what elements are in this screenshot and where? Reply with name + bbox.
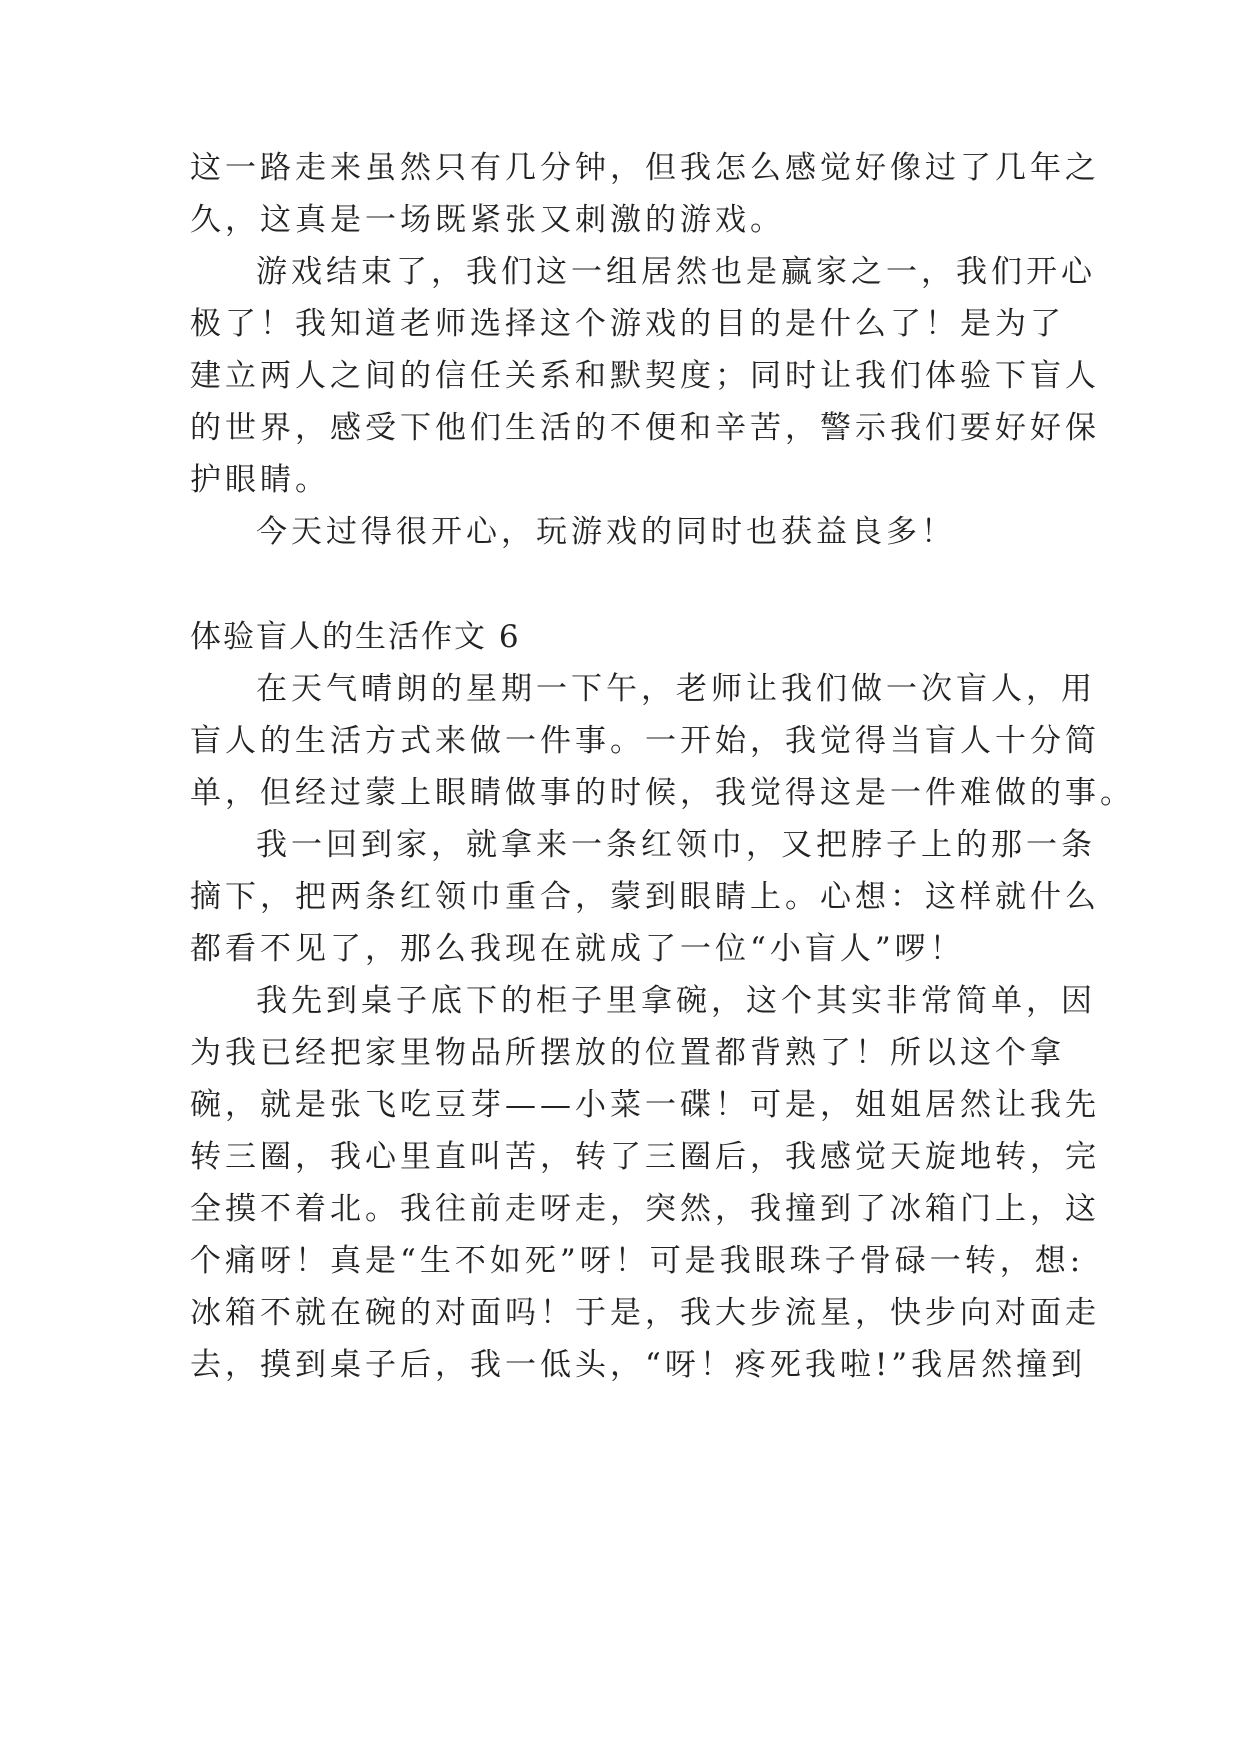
section-paragraph-3-line-3: 碗，就是张飞吃豆芽——小菜一碟！可是，姐姐居然让我先 — [190, 1087, 1100, 1123]
section-paragraph-3-line-8: 去，摸到桌子后，我一低头，“呀！疼死我啦!”我居然撞到 — [190, 1347, 1087, 1383]
section-title: 体验盲人的生活作文 6 — [190, 619, 521, 655]
section-paragraph-3-line-2: 为我已经把家里物品所摆放的位置都背熟了！所以这个拿 — [190, 1035, 1065, 1071]
section-paragraph-3-line-6: 个痛呀！真是“生不如死”呀！可是我眼珠子骨碌一转，想: — [190, 1243, 1085, 1279]
section-paragraph-3-line-7: 冰箱不就在碗的对面吗！于是，我大步流星，快步向对面走 — [190, 1295, 1100, 1331]
paragraph-3-line-1: 今天过得很开心，玩游戏的同时也获益良多！ — [256, 514, 956, 550]
section-paragraph-3-line-5: 全摸不着北。我往前走呀走，突然，我撞到了冰箱门上，这 — [190, 1191, 1100, 1227]
paragraph-2-line-1: 游戏结束了，我们这一组居然也是赢家之一，我们开心 — [256, 254, 1096, 290]
paragraph-1-line-2: 久，这真是一场既紧张又刺激的游戏。 — [190, 202, 785, 238]
section-paragraph-2-line-1: 我一回到家，就拿来一条红领巾，又把脖子上的那一条 — [256, 827, 1096, 863]
paragraph-2-line-4: 的世界，感受下他们生活的不便和辛苦，警示我们要好好保 — [190, 410, 1100, 446]
section-paragraph-3-line-4: 转三圈，我心里直叫苦，转了三圈后，我感觉天旋地转，完 — [190, 1139, 1100, 1175]
section-paragraph-1-line-3: 单，但经过蒙上眼睛做事的时候，我觉得这是一件难做的事。 — [190, 775, 1135, 811]
section-paragraph-1-line-2: 盲人的生活方式来做一件事。一开始，我觉得当盲人十分简 — [190, 723, 1100, 759]
section-paragraph-2-line-3: 都看不见了，那么我现在就成了一位“小盲人”啰！ — [190, 931, 965, 967]
paragraph-2-line-5: 护眼睛。 — [190, 462, 330, 498]
section-paragraph-3-line-1: 我先到桌子底下的柜子里拿碗，这个其实非常简单，因 — [256, 983, 1096, 1019]
paragraph-2-line-3: 建立两人之间的信任关系和默契度；同时让我们体验下盲人 — [190, 358, 1100, 394]
section-paragraph-2-line-2: 摘下，把两条红领巾重合，蒙到眼睛上。心想：这样就什么 — [190, 879, 1100, 915]
paragraph-1-line-1: 这一路走来虽然只有几分钟，但我怎么感觉好像过了几年之 — [190, 150, 1100, 186]
paragraph-2-line-2: 极了！我知道老师选择这个游戏的目的是什么了！是为了 — [190, 306, 1065, 342]
section-paragraph-1-line-1: 在天气晴朗的星期一下午，老师让我们做一次盲人，用 — [256, 671, 1096, 707]
